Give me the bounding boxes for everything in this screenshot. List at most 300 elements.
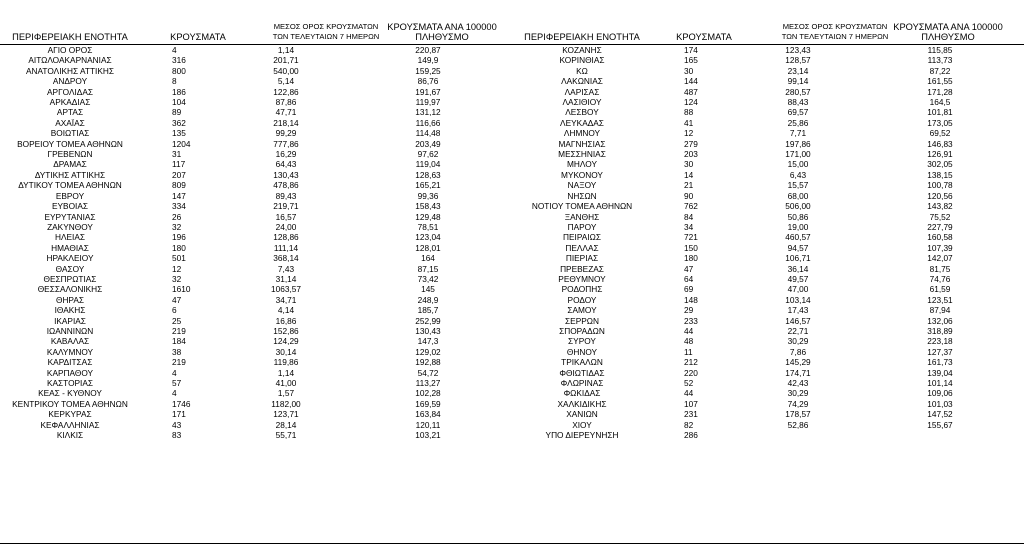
header-per100k-line2: ΠΛΗΘΥΣΜΟ [415, 32, 469, 42]
table-row [512, 55, 1024, 65]
cases-cell: 32 [172, 273, 182, 284]
table-row [0, 76, 512, 86]
avg-cell: 16,57 [275, 211, 297, 222]
header-cases: ΚΡΟΥΣΜΑΤΑ [676, 32, 732, 42]
region-cell: ΛΗΜΝΟΥ [563, 128, 601, 139]
avg-cell: 1182,00 [271, 398, 301, 409]
avg-cell: 64,43 [275, 159, 297, 170]
cases-cell: 203 [684, 149, 698, 160]
cases-cell: 135 [172, 128, 186, 139]
avg-cell: 50,86 [787, 211, 809, 222]
per100k-cell: 138,15 [927, 169, 953, 180]
per100k-cell: 119,97 [415, 97, 441, 108]
table-row [0, 284, 512, 294]
region-cell: ΜΥΚΟΝΟΥ [561, 169, 603, 180]
table-row [512, 170, 1024, 180]
per100k-cell: 302,05 [927, 159, 953, 170]
table-row [0, 222, 512, 232]
avg-cell: 69,57 [787, 107, 809, 118]
avg-cell: 171,00 [785, 149, 811, 160]
region-cell: ΑΡΤΑΣ [56, 107, 84, 118]
per100k-cell: 145 [421, 284, 435, 295]
avg-cell: 506,00 [785, 201, 811, 212]
region-cell: ΚΑΣΤΟΡΙΑΣ [46, 378, 94, 388]
cases-cell: 21 [684, 180, 694, 191]
table-row [0, 97, 512, 107]
cases-cell: 69 [684, 284, 694, 295]
avg-cell: 31,14 [275, 273, 297, 284]
region-cell: ΔΡΑΜΑΣ [53, 159, 87, 170]
per100k-cell: 81,75 [929, 263, 951, 274]
per100k-cell: 101,14 [927, 378, 953, 388]
avg-cell: 111,14 [273, 242, 299, 253]
avg-cell: 5,14 [277, 76, 295, 87]
cases-cell: 212 [684, 357, 698, 368]
table-row [512, 357, 1024, 367]
cases-cell: 30 [684, 159, 694, 170]
cases-cell: 165 [684, 55, 698, 66]
table-row [512, 76, 1024, 86]
region-cell: ΦΩΚΙΔΑΣ [563, 388, 601, 399]
per100k-cell: 139,04 [927, 367, 953, 378]
region-cell: ΗΡΑΚΛΕΙΟΥ [46, 253, 94, 264]
cases-cell: 762 [684, 201, 698, 212]
per100k-cell: 113,73 [927, 55, 953, 66]
avg-cell: 30,29 [787, 336, 809, 347]
cases-cell: 186 [172, 86, 186, 97]
region-cell: ΛΑΣΙΘΙΟΥ [562, 97, 602, 108]
table-row [512, 264, 1024, 274]
avg-cell: 119,86 [273, 357, 299, 368]
cases-cell: 334 [172, 201, 186, 212]
per100k-cell: 115,85 [927, 45, 953, 55]
table-row [512, 139, 1024, 149]
per100k-cell: 61,59 [929, 284, 951, 295]
per100k-cell: 116,66 [415, 117, 441, 128]
table-row [0, 191, 512, 201]
per100k-cell: 78,51 [417, 221, 439, 232]
header-avg-line1: ΜΕΣΟΣ ΟΡΟΣ ΚΡΟΥΣΜΑΤΩΝ [273, 22, 379, 31]
region-cell: ΠΕΛΛΑΣ [565, 242, 599, 253]
table-row [512, 87, 1024, 97]
region-cell: ΚΟΡΙΝΘΙΑΣ [559, 55, 605, 66]
table-row [0, 159, 512, 169]
cases-cell: 48 [684, 336, 694, 347]
table-row [512, 420, 1024, 430]
cases-cell: 12 [172, 263, 182, 274]
table-row [512, 191, 1024, 201]
per100k-cell: 159,25 [415, 65, 441, 76]
avg-cell: 103,14 [785, 294, 811, 305]
table-row [0, 55, 512, 65]
avg-cell: 128,86 [273, 232, 299, 243]
per100k-cell: 120,56 [927, 190, 953, 201]
cases-cell: 44 [684, 325, 694, 336]
per100k-cell: 203,49 [415, 138, 441, 149]
region-cell: ΑΝΑΤΟΛΙΚΗΣ ΑΤΤΙΚΗΣ [25, 65, 115, 76]
region-cell: ΑΝΔΡΟΥ [52, 76, 88, 87]
table-row [512, 201, 1024, 211]
cases-cell: 4 [172, 388, 177, 399]
header-per100k-line1: ΚΡΟΥΣΜΑΤΑ ΑΝΑ 100000 [893, 22, 1003, 32]
region-cell: ΠΙΕΡΙΑΣ [565, 253, 599, 264]
table-row [0, 378, 512, 388]
region-cell: ΠΕΙΡΑΙΩΣ [563, 232, 601, 243]
table-row [0, 336, 512, 346]
table-row [0, 420, 512, 430]
per100k-cell: 69,52 [929, 128, 951, 139]
per100k-cell: 161,73 [927, 357, 953, 368]
table-row [0, 316, 512, 326]
avg-cell: 55,71 [275, 430, 297, 441]
avg-cell: 146,57 [785, 315, 811, 326]
avg-cell: 99,29 [275, 128, 297, 139]
avg-cell: 99,14 [787, 76, 809, 87]
region-cell: ΔΥΤΙΚΟΥ ΤΟΜΕΑ ΑΘΗΝΩΝ [18, 180, 122, 191]
region-cell: ΣΥΡΟΥ [568, 336, 596, 347]
cases-cell: 1610 [172, 284, 191, 295]
table-row [512, 107, 1024, 117]
avg-cell: 16,29 [275, 149, 297, 160]
avg-cell: 16,86 [275, 315, 297, 326]
right-rows [512, 45, 1024, 440]
cases-cell: 809 [172, 180, 186, 191]
per100k-cell: 160,58 [927, 232, 953, 243]
per100k-cell: 107,39 [927, 242, 953, 253]
region-cell: ΑΡΚΑΔΙΑΣ [49, 97, 91, 108]
per100k-cell: 252,99 [415, 315, 441, 326]
table-bottom-border [0, 543, 1024, 544]
table-row [0, 107, 512, 117]
region-cell: ΚΑΡΔΙΤΣΑΣ [47, 357, 93, 368]
per100k-cell: 227,79 [927, 221, 953, 232]
per100k-cell: 192,88 [415, 357, 441, 368]
header-per100k-line2: ΠΛΗΘΥΣΜΟ [921, 32, 975, 42]
cases-cell: 64 [684, 273, 694, 284]
region-cell: ΓΡΕΒΕΝΩΝ [47, 149, 93, 160]
cases-cell: 144 [684, 76, 698, 87]
table-row [0, 399, 512, 409]
region-cell: ΜΕΣΣΗΝΙΑΣ [558, 149, 606, 160]
table-row [512, 295, 1024, 305]
table-row [0, 295, 512, 305]
table-row [512, 180, 1024, 190]
table-row [512, 45, 1024, 55]
cases-cell: 43 [172, 419, 182, 430]
avg-cell: 52,86 [787, 419, 809, 430]
per100k-cell: 114,48 [415, 128, 441, 139]
header-avg [775, 22, 895, 42]
table-row [0, 45, 512, 55]
cases-cell: 8 [172, 76, 177, 87]
cases-cell: 32 [172, 221, 182, 232]
per100k-cell: 158,43 [415, 201, 441, 212]
per100k-cell: 120,11 [415, 419, 441, 430]
per100k-cell: 131,12 [415, 107, 441, 118]
cases-cell: 117 [172, 159, 186, 170]
per100k-cell: 143,82 [927, 201, 953, 212]
table-row [0, 87, 512, 97]
region-cell: ΘΕΣΠΡΩΤΙΑΣ [43, 273, 97, 284]
table-row [0, 253, 512, 263]
per100k-cell: 73,42 [417, 273, 439, 284]
region-cell: ΚΩ [576, 65, 588, 76]
cases-cell: 44 [684, 388, 694, 399]
avg-cell: 7,43 [277, 263, 295, 274]
per100k-cell: 74,76 [929, 273, 951, 284]
table-row [0, 409, 512, 419]
per100k-cell: 99,36 [417, 190, 439, 201]
avg-cell: 36,14 [787, 263, 809, 274]
table-row [0, 357, 512, 367]
avg-cell: 28,14 [275, 419, 297, 430]
region-cell: ΕΥΒΟΙΑΣ [51, 201, 89, 212]
table-row [0, 212, 512, 222]
right-table [512, 0, 1024, 440]
avg-cell: 22,71 [787, 325, 809, 336]
avg-cell: 30,14 [275, 346, 297, 357]
table-row [0, 326, 512, 336]
region-cell: ΑΧΑΪΑΣ [55, 117, 85, 128]
region-cell: ΘΗΝΟΥ [566, 346, 598, 357]
left-rows [0, 45, 512, 440]
avg-cell: 6,43 [789, 169, 807, 180]
region-cell: ΙΩΑΝΝΙΝΩΝ [46, 325, 94, 336]
table-row [0, 243, 512, 253]
cases-cell: 47 [684, 263, 694, 274]
avg-cell: 25,86 [787, 117, 809, 128]
avg-cell: 130,43 [273, 169, 299, 180]
cases-cell: 6 [172, 305, 177, 316]
per100k-cell: 109,06 [927, 388, 953, 399]
region-cell: ΛΕΥΚΑΔΑΣ [560, 117, 604, 128]
avg-cell: 178,57 [785, 409, 811, 420]
region-cell: ΧΑΝΙΩΝ [566, 409, 598, 420]
region-cell: ΕΒΡΟΥ [55, 190, 85, 201]
region-cell: ΚΑΡΠΑΘΟΥ [46, 367, 94, 378]
cases-cell: 196 [172, 232, 186, 243]
cases-cell: 29 [684, 305, 694, 316]
per100k-cell: 161,55 [927, 76, 953, 87]
table-row [0, 139, 512, 149]
avg-cell: 47,00 [787, 284, 809, 295]
per100k-cell: 128,01 [415, 242, 441, 253]
region-cell: ΣΕΡΡΩΝ [565, 315, 599, 326]
per100k-cell: 100,78 [927, 180, 953, 191]
region-cell: ΝΑΞΟΥ [567, 180, 597, 191]
per100k-cell: 149,9 [417, 55, 439, 66]
header-cases: ΚΡΟΥΣΜΑΤΑ [170, 32, 226, 42]
region-cell: ΡΟΔΟΥ [567, 294, 597, 305]
per100k-cell: 97,62 [417, 149, 439, 160]
region-cell: ΘΑΣΟΥ [55, 263, 85, 274]
avg-cell: 42,43 [787, 378, 809, 388]
per100k-cell: 248,9 [417, 294, 439, 305]
region-cell: ΜΑΓΝΗΣΙΑΣ [558, 138, 606, 149]
per100k-cell: 113,27 [415, 378, 441, 388]
region-cell: ΚΙΛΚΙΣ [56, 430, 84, 441]
avg-cell: 47,71 [275, 107, 297, 118]
per100k-cell: 223,18 [927, 336, 953, 347]
per100k-cell: 87,22 [929, 65, 951, 76]
region-cell: ΘΕΣΣΑΛΟΝΙΚΗΣ [37, 284, 103, 295]
per100k-cell: 146,83 [927, 138, 953, 149]
cases-cell: 84 [684, 211, 694, 222]
region-cell: ΒΟΙΩΤΙΑΣ [50, 128, 90, 139]
avg-cell: 89,43 [275, 190, 297, 201]
table-row [512, 305, 1024, 315]
cases-cell: 147 [172, 190, 186, 201]
per100k-cell: 220,87 [415, 45, 441, 55]
avg-cell: 123,43 [785, 45, 811, 55]
table-row [0, 430, 512, 440]
table-row [512, 430, 1024, 440]
avg-cell: 87,86 [275, 97, 297, 108]
avg-cell: 122,86 [273, 86, 299, 97]
region-cell: ΚΕΝΤΡΙΚΟΥ ΤΟΜΕΑ ΑΘΗΝΩΝ [12, 398, 128, 409]
avg-cell: 145,29 [785, 357, 811, 368]
avg-cell: 15,00 [787, 159, 809, 170]
left-table [0, 0, 512, 440]
avg-cell: 124,29 [273, 336, 299, 347]
cases-cell: 38 [172, 346, 182, 357]
table-row [0, 118, 512, 128]
avg-cell: 478,86 [273, 180, 299, 191]
table-row [0, 264, 512, 274]
region-cell: ΥΠΟ ΔΙΕΡΕΥΝΗΣΗ [545, 430, 619, 441]
region-cell: ΑΡΓΟΛΙΔΑΣ [47, 86, 93, 97]
region-cell: ΞΑΝΘΗΣ [564, 211, 600, 222]
per100k-cell: 191,67 [415, 86, 441, 97]
header-per100k [893, 22, 1003, 42]
avg-cell: 201,71 [273, 55, 299, 66]
per100k-cell: 147,52 [927, 409, 953, 420]
per100k-cell: 318,89 [927, 325, 953, 336]
header-region: ΠΕΡΙΦΕΡΕΙΑΚΗ ΕΝΟΤΗΤΑ [524, 32, 640, 42]
avg-cell: 17,43 [787, 305, 809, 316]
per100k-cell: 123,51 [927, 294, 953, 305]
cases-cell: 34 [684, 221, 694, 232]
table-row [512, 388, 1024, 398]
avg-cell: 41,00 [275, 378, 297, 388]
per100k-cell: 126,91 [927, 149, 953, 160]
per100k-cell: 130,43 [415, 325, 441, 336]
table-row [0, 170, 512, 180]
header-region: ΠΕΡΙΦΕΡΕΙΑΚΗ ΕΝΟΤΗΤΑ [12, 32, 128, 42]
cases-cell: 4 [172, 45, 177, 55]
avg-cell: 128,57 [785, 55, 811, 66]
cases-cell: 1204 [172, 138, 191, 149]
table-row [512, 232, 1024, 242]
per100k-cell: 155,67 [927, 419, 953, 430]
avg-cell: 19,00 [787, 221, 809, 232]
region-cell: ΚΕΦΑΛΛΗΝΙΑΣ [40, 419, 100, 430]
region-cell: ΠΡΕΒΕΖΑΣ [560, 263, 604, 274]
region-cell: ΡΟΔΟΠΗΣ [561, 284, 603, 295]
cases-cell: 4 [172, 367, 177, 378]
region-cell: ΙΚΑΡΙΑΣ [54, 315, 86, 326]
per100k-cell: 103,21 [415, 430, 441, 441]
avg-cell: 4,14 [277, 305, 295, 316]
header-per100k-line1: ΚΡΟΥΣΜΑΤΑ ΑΝΑ 100000 [387, 22, 497, 32]
region-cell: ΔΥΤΙΚΗΣ ΑΤΤΙΚΗΣ [34, 169, 106, 180]
cases-cell: 180 [684, 253, 698, 264]
per100k-cell: 164,5 [929, 97, 951, 108]
cases-cell: 231 [684, 409, 698, 420]
avg-cell: 174,71 [785, 367, 811, 378]
region-cell: ΑΓΙΟ ΟΡΟΣ [47, 45, 93, 55]
avg-cell: 7,71 [789, 128, 807, 139]
header-avg-line2: ΤΩΝ ΤΕΛΕΥΤΑΙΩΝ 7 ΗΜΕΡΩΝ [272, 32, 380, 41]
table-row [512, 284, 1024, 294]
per100k-cell: 147,3 [417, 336, 439, 347]
cases-cell: 104 [172, 97, 186, 108]
header-avg [266, 22, 386, 42]
cases-cell: 14 [684, 169, 694, 180]
cases-cell: 25 [172, 315, 182, 326]
cases-cell: 316 [172, 55, 186, 66]
table-row [0, 368, 512, 378]
table-row [512, 118, 1024, 128]
cases-cell: 11 [684, 346, 693, 357]
cases-cell: 31 [172, 149, 182, 160]
table-row [512, 159, 1024, 169]
cases-cell: 219 [172, 325, 186, 336]
table-row [512, 399, 1024, 409]
per100k-cell: 173,05 [927, 117, 953, 128]
cases-cell: 487 [684, 86, 698, 97]
per100k-cell: 129,48 [415, 211, 441, 222]
cases-cell: 800 [172, 65, 186, 76]
avg-cell: 368,14 [273, 253, 299, 264]
avg-cell: 219,71 [273, 201, 299, 212]
table-row [512, 149, 1024, 159]
per100k-cell: 102,28 [415, 388, 441, 399]
avg-cell: 30,29 [787, 388, 809, 399]
cases-cell: 41 [684, 117, 694, 128]
table-row [512, 409, 1024, 419]
cases-cell: 83 [172, 430, 182, 441]
region-cell: ΖΑΚΥΝΘΟΥ [47, 221, 93, 232]
avg-cell: 7,86 [789, 346, 807, 357]
per100k-cell: 123,04 [415, 232, 441, 243]
cases-cell: 148 [684, 294, 698, 305]
table-row [512, 243, 1024, 253]
header-per100k [387, 22, 497, 42]
region-cell: ΚΟΖΑΝΗΣ [562, 45, 602, 55]
cases-cell: 52 [684, 378, 694, 388]
region-cell: ΛΑΡΙΣΑΣ [564, 86, 600, 97]
per100k-cell: 128,63 [415, 169, 441, 180]
region-cell: ΤΡΙΚΑΛΩΝ [561, 357, 603, 368]
per100k-cell: 185,7 [417, 305, 439, 316]
cases-cell: 150 [684, 242, 698, 253]
avg-cell: 68,00 [787, 190, 809, 201]
table-row [512, 97, 1024, 107]
avg-cell: 197,86 [785, 138, 811, 149]
table-row [0, 128, 512, 138]
avg-cell: 1,14 [277, 45, 295, 55]
avg-cell: 88,43 [787, 97, 809, 108]
table-row [512, 274, 1024, 284]
per100k-cell: 86,76 [417, 76, 439, 87]
region-cell: ΜΗΛΟΥ [567, 159, 597, 170]
avg-cell: 23,14 [787, 65, 809, 76]
cases-cell: 233 [684, 315, 698, 326]
region-cell: ΗΛΕΙΑΣ [54, 232, 86, 243]
cases-cell: 30 [684, 65, 694, 76]
table-row [0, 66, 512, 76]
